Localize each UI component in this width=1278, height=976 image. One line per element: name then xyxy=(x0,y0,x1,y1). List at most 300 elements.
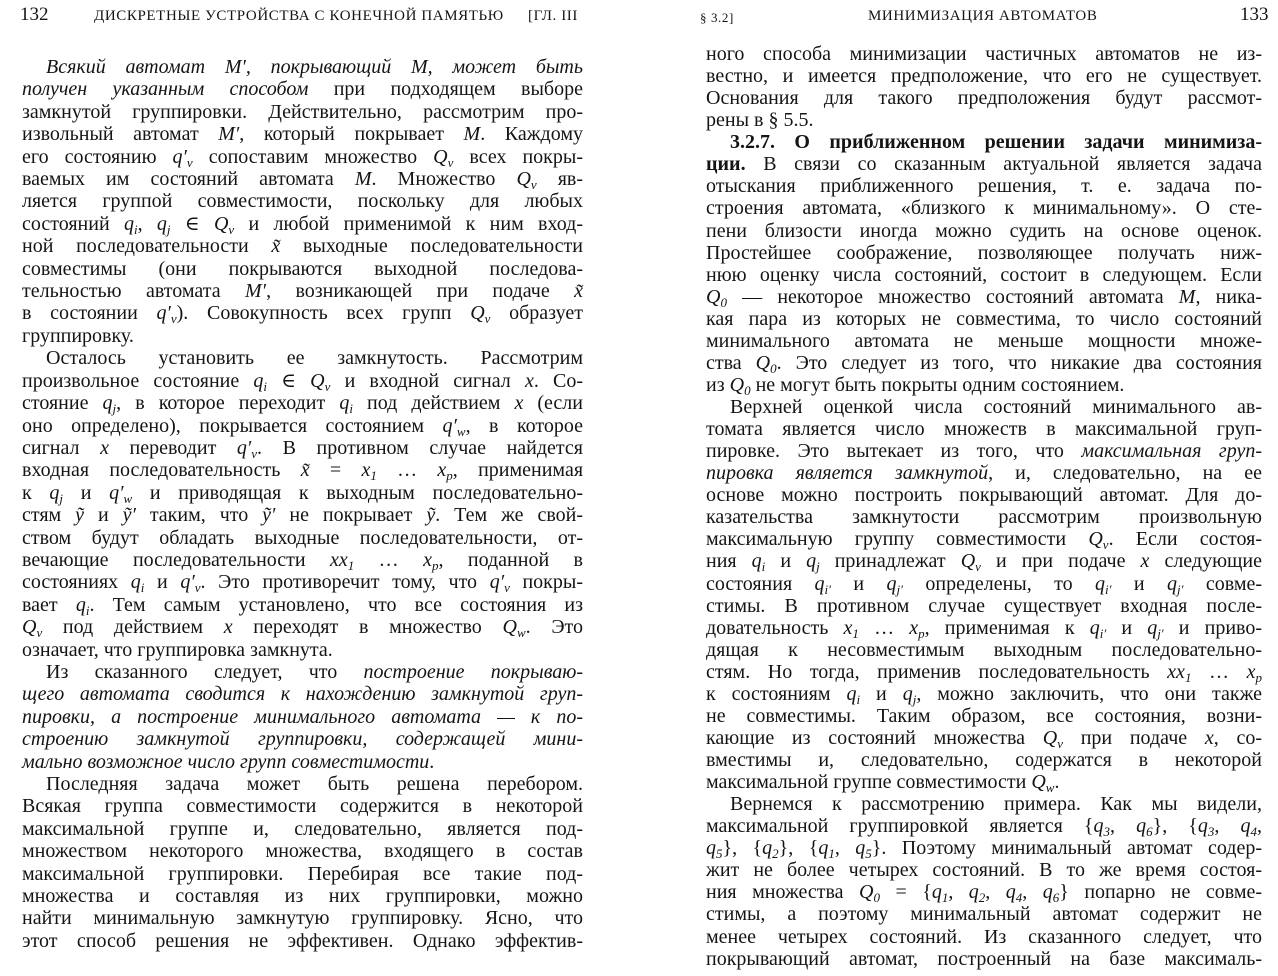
text-run: к состояниям xyxy=(706,682,847,705)
text-run: , xyxy=(1214,815,1241,838)
text-run: … xyxy=(1191,660,1247,683)
text-run: — некоторое множество состояний автомата xyxy=(726,285,1179,308)
math-subscript: 2 xyxy=(772,846,779,862)
text-run: ния xyxy=(706,550,752,573)
italic-text: щего автомата сводится к нахождению замкнутой груп- xyxy=(22,683,583,706)
math-symbol: x̃ xyxy=(574,280,583,303)
math-symbol: q′ xyxy=(156,302,171,325)
text-run: сигнал xyxy=(22,436,101,459)
math-symbol: q xyxy=(968,881,979,904)
text-run: входная последовательность xyxy=(22,459,301,482)
math-symbol: ỹ xyxy=(426,504,436,527)
text-run: стям. Но тогда, применив последовательность xyxy=(706,660,1168,683)
math-symbol: x xyxy=(1140,550,1150,573)
running-header-title: МИНИМИЗАЦИЯ АВТОМАТОВ xyxy=(868,8,1098,24)
text-line: ляется группой совместимости, поскольку для любых xyxy=(22,190,583,213)
math-subscript: v xyxy=(447,154,454,170)
text-line xyxy=(22,302,583,327)
text-line xyxy=(22,549,583,571)
paragraph xyxy=(22,661,583,773)
text-run: всех покры- xyxy=(453,145,583,168)
math-symbol: q xyxy=(1089,616,1100,639)
math-symbol: Q xyxy=(470,302,485,325)
text-line: дящая к несовместимым выходным последовательно- xyxy=(706,638,1262,661)
math-symbol: Q xyxy=(433,145,448,168)
text-run: , применимая к xyxy=(924,616,1090,639)
math-symbol: q xyxy=(75,593,86,616)
math-subscript: v xyxy=(530,177,537,193)
text-run: . xyxy=(1054,771,1060,794)
text-run: }, { xyxy=(722,837,763,860)
math-subscript: i xyxy=(856,691,861,707)
text-line: Простейшее соображение, позволяющее получать ниж- xyxy=(706,241,1262,264)
text-run: и приводящая к выходным последовательно- xyxy=(132,481,583,504)
math-symbol: q xyxy=(886,572,897,595)
math-subscript: 0 xyxy=(720,294,727,310)
math-symbol: q′ xyxy=(109,481,124,504)
text-line: томата является число множеств в максимальной груп- xyxy=(706,418,1262,441)
math-symbol: Q xyxy=(310,369,325,392)
text-line xyxy=(22,123,583,145)
text-run: . xyxy=(429,750,435,773)
text-run: В связи со сказанным актуальной является задача xyxy=(745,153,1262,176)
text-run: и xyxy=(765,550,807,573)
text-line: кая пара из которых не совместима, то число состояний xyxy=(706,307,1262,330)
math-subscript: i xyxy=(761,559,766,575)
math-subscript: j xyxy=(816,559,820,575)
text-line xyxy=(706,550,1263,575)
text-run: ваемых им состояний автомата xyxy=(22,168,355,191)
page-number: 133 xyxy=(1240,4,1269,25)
text-line: вместимы и, следовательно, содержатся в некоторой xyxy=(706,749,1262,771)
math-symbol: Q xyxy=(1088,528,1103,551)
math-subscript: w xyxy=(456,423,466,439)
paragraph xyxy=(706,793,1262,970)
text-line xyxy=(22,571,583,596)
text-run: довательность xyxy=(706,616,844,639)
text-run: . Это xyxy=(525,616,583,639)
math-symbol: x xyxy=(843,616,853,639)
math-subscript: 3 xyxy=(1207,824,1215,840)
text-run: … xyxy=(858,616,910,639)
text-line: Вернемся к рассмотрению примера. Как мы видели, xyxy=(730,793,1262,816)
text-line xyxy=(706,837,1263,862)
math-subscript: v xyxy=(228,221,235,237)
text-run: и xyxy=(831,572,887,595)
math-subscript: v xyxy=(324,378,331,394)
math-symbol: q xyxy=(1005,881,1016,904)
math-symbol: Q xyxy=(729,373,745,396)
text-run: , xyxy=(948,881,969,904)
math-subscript: p xyxy=(446,468,453,484)
text-run: пировке. Это вытекает из того, что xyxy=(706,440,1082,463)
text-run: . Множество xyxy=(371,168,517,191)
text-run: и xyxy=(84,504,123,527)
text-run: , xyxy=(1257,815,1263,838)
math-subscript: 5 xyxy=(716,846,723,862)
paragraph xyxy=(22,773,583,952)
text-run: , возникающей при подаче xyxy=(266,280,575,303)
math-symbol: x̃ xyxy=(300,459,310,482)
text-run: состояний xyxy=(22,212,124,235)
text-line: Верхней оценкой числа состояний минимального ав- xyxy=(730,396,1262,418)
text-line xyxy=(22,616,583,641)
text-run: , в которое переходит xyxy=(116,392,340,415)
text-line: множеством некоторого множества, входящего в состав xyxy=(22,840,583,863)
text-run: не покрывает xyxy=(275,504,427,527)
text-run: = xyxy=(309,459,362,482)
math-symbol: q′ xyxy=(236,436,252,459)
text-line: ством будут обладать выходные последовательности, от- xyxy=(22,526,583,549)
text-run: кающие из состояний множества xyxy=(706,726,1043,749)
math-subscript: j′ xyxy=(896,581,903,597)
text-run: и входной сигнал xyxy=(330,369,525,392)
text-run: принадлежат xyxy=(819,550,961,573)
math-subscript: 5 xyxy=(865,846,872,862)
text-line: Всякая группа совместимости содержится в некоторой xyxy=(22,795,583,818)
text-line xyxy=(22,78,583,100)
text-run: стям xyxy=(22,504,76,527)
text-run: ной последовательности xyxy=(22,235,272,258)
text-line: множества и составляя из них группировки, можно xyxy=(22,885,583,908)
math-symbol: q′ xyxy=(489,571,505,594)
text-run: , который покрывает xyxy=(239,123,464,146)
math-subscript: j xyxy=(112,401,117,417)
text-run: произвольное состояние xyxy=(22,369,254,392)
text-run: при подаче xyxy=(1063,726,1205,749)
text-line xyxy=(22,280,583,302)
text-line: пени близости иногда можно судить на основе оценок. xyxy=(706,219,1262,242)
math-subscript: v xyxy=(1102,537,1109,553)
text-line: казательства замкнутости рассмотрим произвольную xyxy=(706,506,1262,529)
running-header-section: § 3.2] xyxy=(700,10,734,25)
text-line xyxy=(22,56,583,78)
text-line: максимальной группировки. Перебирая все такие под- xyxy=(22,862,583,885)
text-run: переводит xyxy=(108,436,237,459)
text-run: }, { xyxy=(1152,815,1198,838)
text-line: Осталось установить ее замкнутость. Рассмотрим xyxy=(46,347,583,370)
text-line: не совместимы. Таким образом, все состояния, возни- xyxy=(706,704,1262,727)
italic-text: , может быть xyxy=(427,56,583,78)
text-line: стимы, а поэтому минимальный автомат содержит не xyxy=(706,903,1262,926)
math-subscript: 1 xyxy=(828,846,835,862)
text-run: , в которое xyxy=(465,414,583,437)
text-line: менее четырех состояний. Из сказанного следует, что xyxy=(706,925,1262,948)
text-line: строения автомата, «близкого к минимальному». О сте- xyxy=(706,197,1262,220)
math-subscript: i′ xyxy=(824,581,832,597)
math-symbol: M xyxy=(411,56,428,78)
text-line xyxy=(706,815,1263,840)
math-subscript: 6 xyxy=(1146,824,1153,840)
text-run: стояние xyxy=(22,392,103,415)
text-run: . Если состоя- xyxy=(1108,528,1263,551)
text-line: Основания для такого предположения будут рассмот- xyxy=(706,87,1262,110)
text-line: найти минимальную замкнутую группировку. Ясно, что xyxy=(22,907,583,930)
text-line xyxy=(22,594,583,616)
math-symbol: q xyxy=(1147,616,1158,639)
math-symbol: q xyxy=(1093,815,1104,838)
math-symbol: ỹ xyxy=(75,504,85,527)
text-run: максимальной группе совместимости xyxy=(706,771,1032,794)
math-symbol: M′ xyxy=(245,280,267,303)
running-header-title: ДИСКРЕТНЫЕ УСТРОЙСТВА С КОНЕЧНОЙ ПАМЯТЬЮ xyxy=(94,8,504,24)
text-line xyxy=(22,728,583,750)
text-line: совместимы (они покрываются выходной последова- xyxy=(22,257,583,280)
math-symbol: q xyxy=(1095,572,1106,595)
text-run: , применимая xyxy=(452,459,584,482)
italic-text: , покрывающий xyxy=(245,56,411,78)
text-run: и xyxy=(144,571,181,594)
text-line xyxy=(22,482,583,504)
math-symbol: q xyxy=(130,571,141,594)
math-symbol: q xyxy=(706,837,716,860)
text-run: . Каждому xyxy=(480,123,583,146)
math-symbol: q xyxy=(1197,815,1208,838)
math-symbol: M′ xyxy=(224,56,246,78)
text-run: извольный автомат xyxy=(22,123,219,146)
text-run: Из сказанного следует, что xyxy=(46,660,364,683)
text-run: сопоставим множество xyxy=(192,145,434,168)
math-subscript: i xyxy=(85,602,90,618)
text-run: . В противном случае найдется xyxy=(257,436,583,459)
text-run: под действием xyxy=(42,616,224,639)
math-symbol: x xyxy=(524,369,534,392)
italic-text: мально возможное число групп совместимости xyxy=(22,750,430,773)
text-run: и xyxy=(1106,616,1148,639)
math-symbol: q xyxy=(156,212,167,235)
italic-text: строению замкнутой группировки, содержащей мини- xyxy=(22,728,583,751)
text-line: Последняя задача может быть решена перебором. xyxy=(46,773,583,795)
math-subscript: i xyxy=(349,401,353,417)
text-run: ). Совокупность всех групп xyxy=(176,302,471,325)
math-subscript: w xyxy=(123,490,133,506)
math-symbol: q xyxy=(49,481,60,504)
text-run: . Со- xyxy=(533,369,583,392)
math-symbol: x xyxy=(100,436,109,459)
italic-text: получен указанным способом xyxy=(22,78,309,101)
page-body xyxy=(22,56,583,952)
math-symbol: x xyxy=(437,459,447,482)
math-subscript: p xyxy=(1255,669,1263,685)
math-subscript: v xyxy=(186,154,193,170)
text-line xyxy=(22,751,583,773)
text-line xyxy=(22,459,584,484)
bold-heading: 3.2.7. О приближенном решении задачи минимиза- xyxy=(730,131,1262,154)
text-run: к xyxy=(22,481,50,504)
text-run: состояниях xyxy=(22,571,131,594)
math-symbol: q′ xyxy=(180,571,195,594)
text-line: рены в § 5.5. xyxy=(706,109,814,132)
text-line: этот способ решения не эффективен. Однако эффектив- xyxy=(22,929,583,952)
math-symbol: q xyxy=(818,837,829,860)
text-line xyxy=(22,683,583,705)
math-subscript: w xyxy=(516,625,526,641)
math-subscript: i xyxy=(140,580,145,596)
math-subscript: 1 xyxy=(347,557,355,573)
text-line: вестно, и имеется предположение, что его не существует. xyxy=(706,65,1262,88)
running-header-chapter: [ГЛ. III xyxy=(528,8,578,24)
text-run: , xyxy=(1110,815,1137,838)
math-symbol: Q xyxy=(706,285,721,308)
text-line: минимального автомата не меньше мощности множе- xyxy=(706,329,1262,352)
text-run: } попарно не совме- xyxy=(1059,881,1263,904)
text-line xyxy=(706,374,1262,396)
text-run: ства xyxy=(706,351,756,374)
bold-heading: ции. xyxy=(706,153,746,176)
math-subscript: w xyxy=(1045,780,1055,796)
text-run: образует xyxy=(490,302,583,325)
math-subscript: 1 xyxy=(370,468,377,484)
paragraph xyxy=(706,43,1262,131)
text-run: и xyxy=(1111,572,1167,595)
math-symbol: q xyxy=(1166,572,1177,595)
math-subscript: 1 xyxy=(941,890,949,906)
text-run: , со- xyxy=(1213,726,1262,749)
math-symbol: q xyxy=(931,881,942,904)
math-subscript: p xyxy=(431,557,439,573)
math-symbol: x̃ xyxy=(271,235,281,258)
text-run: покры- xyxy=(509,571,583,594)
text-run: . Тем самым установлено, что все состояния из xyxy=(89,593,583,616)
math-subscript: 1 xyxy=(1184,669,1192,685)
text-run: , ника- xyxy=(1195,285,1262,308)
math-symbol: ỹ′ xyxy=(262,504,276,527)
math-symbol: q xyxy=(102,392,113,415)
text-line: замкнутой группировки. Действительно, рассмотрим про- xyxy=(22,100,583,123)
math-subscript: j xyxy=(912,691,917,707)
text-line xyxy=(22,504,583,526)
text-line: ного способа минимизации частичных автоматов не из- xyxy=(706,43,1262,65)
text-run: , xyxy=(1022,881,1043,904)
text-line: означает, что группировка замкнута. xyxy=(22,638,333,661)
text-run: , и, следовательно, на ее xyxy=(988,462,1262,485)
text-run: вает xyxy=(22,593,76,616)
math-symbol: M′ xyxy=(218,123,240,146)
text-line: нюю оценку числа состояний, состоит в следующем. Если xyxy=(706,263,1262,286)
text-run: в состоянии xyxy=(22,302,157,325)
math-subscript: 3 xyxy=(1103,824,1111,840)
text-line xyxy=(22,168,584,193)
text-run: выходные последовательности xyxy=(280,235,583,258)
text-run: , поданной в xyxy=(438,548,584,571)
text-run: ния множества xyxy=(706,881,860,904)
math-symbol: Q xyxy=(213,212,229,235)
text-run: не могут быть покрыты одним состоянием. xyxy=(750,373,1125,396)
text-run: оно определено), покрывается состоянием xyxy=(22,414,443,437)
math-subscript: v xyxy=(36,625,43,641)
math-symbol: Q xyxy=(1042,726,1058,749)
math-subscript: 4 xyxy=(1250,824,1258,840)
math-symbol: q xyxy=(1136,815,1147,838)
text-run: = { xyxy=(879,881,932,904)
math-subscript: v xyxy=(975,559,981,575)
math-symbol: Q xyxy=(516,168,531,191)
math-symbol: Q xyxy=(1031,771,1046,794)
text-line xyxy=(706,153,1262,175)
text-run: . Это следует из того, что никакие два состояния xyxy=(776,351,1262,374)
text-line: покрывающий автомат, построенный на базе максималь- xyxy=(706,947,1262,970)
math-symbol: Q xyxy=(22,616,37,639)
text-run: ∈ xyxy=(267,369,311,392)
text-run: тельностью автомата xyxy=(22,280,246,303)
text-line xyxy=(706,462,1262,484)
math-symbol: x xyxy=(1204,726,1214,749)
text-run: . Тем же свой- xyxy=(435,504,584,527)
math-subscript: v xyxy=(1057,735,1063,751)
text-line xyxy=(706,286,1262,308)
text-run: таким, что xyxy=(135,504,263,527)
math-subscript: j′ xyxy=(1176,581,1184,597)
text-run: из xyxy=(706,373,730,396)
math-symbol: q xyxy=(846,682,857,705)
text-run: }. Поэтому минимальный автомат содер- xyxy=(871,837,1263,860)
math-symbol: q xyxy=(339,392,350,415)
text-line: основе можно построить покрывающий автомат. Для до- xyxy=(706,484,1262,507)
math-subscript: 4 xyxy=(1015,890,1023,906)
text-run: вечающие последовательности xyxy=(22,548,330,571)
math-subscript: v xyxy=(484,311,491,327)
math-subscript: j xyxy=(59,490,64,506)
text-line xyxy=(22,213,583,235)
text-line xyxy=(22,235,583,257)
text-run: (если xyxy=(523,392,583,415)
math-symbol: Q xyxy=(960,550,976,573)
text-run: и при подаче xyxy=(980,550,1141,573)
text-line xyxy=(706,573,1262,595)
text-run: и xyxy=(63,481,110,504)
text-line: жит не более четырех состояний. В то же время состоя- xyxy=(706,859,1262,882)
text-line xyxy=(22,370,583,392)
text-run: совме- xyxy=(1183,572,1263,595)
math-subscript: 0 xyxy=(770,360,777,376)
math-symbol: x xyxy=(423,548,432,571)
text-run: }, { xyxy=(778,837,819,860)
math-symbol: M xyxy=(463,123,481,146)
math-symbol: q xyxy=(806,550,817,573)
italic-text: Всякий автомат xyxy=(46,56,225,78)
math-symbol: x xyxy=(361,459,371,482)
text-run: ∈ xyxy=(170,212,214,235)
math-symbol: q xyxy=(855,837,866,860)
text-run: яв- xyxy=(536,168,584,191)
math-symbol: x xyxy=(909,616,919,639)
math-symbol: ỹ′ xyxy=(122,504,136,527)
text-run: , xyxy=(985,881,1006,904)
math-symbol: Q xyxy=(502,616,517,639)
page-body xyxy=(706,43,1262,970)
italic-text: пировка является замкнутой xyxy=(706,462,989,485)
page-number: 132 xyxy=(20,4,49,25)
paragraph xyxy=(22,347,583,661)
paragraph xyxy=(706,396,1263,796)
text-line xyxy=(22,437,583,459)
text-run: и xyxy=(860,682,903,705)
text-line: стимы. В противном случае существует входная после- xyxy=(706,594,1262,617)
math-symbol: Q xyxy=(859,881,874,904)
text-line xyxy=(22,146,583,168)
text-run: максимальной группировкой является { xyxy=(706,815,1094,838)
italic-text: построение покрываю- xyxy=(363,660,584,683)
math-subscript: 0 xyxy=(873,890,880,906)
text-run: определены, то xyxy=(902,572,1096,595)
math-symbol: q xyxy=(1042,881,1053,904)
math-symbol: q xyxy=(762,837,773,860)
math-symbol: q′ xyxy=(172,145,187,168)
math-symbol: M xyxy=(1178,285,1196,308)
math-symbol: xx xyxy=(1167,660,1185,683)
math-subscript: v xyxy=(504,580,510,596)
paragraph xyxy=(706,131,1262,396)
